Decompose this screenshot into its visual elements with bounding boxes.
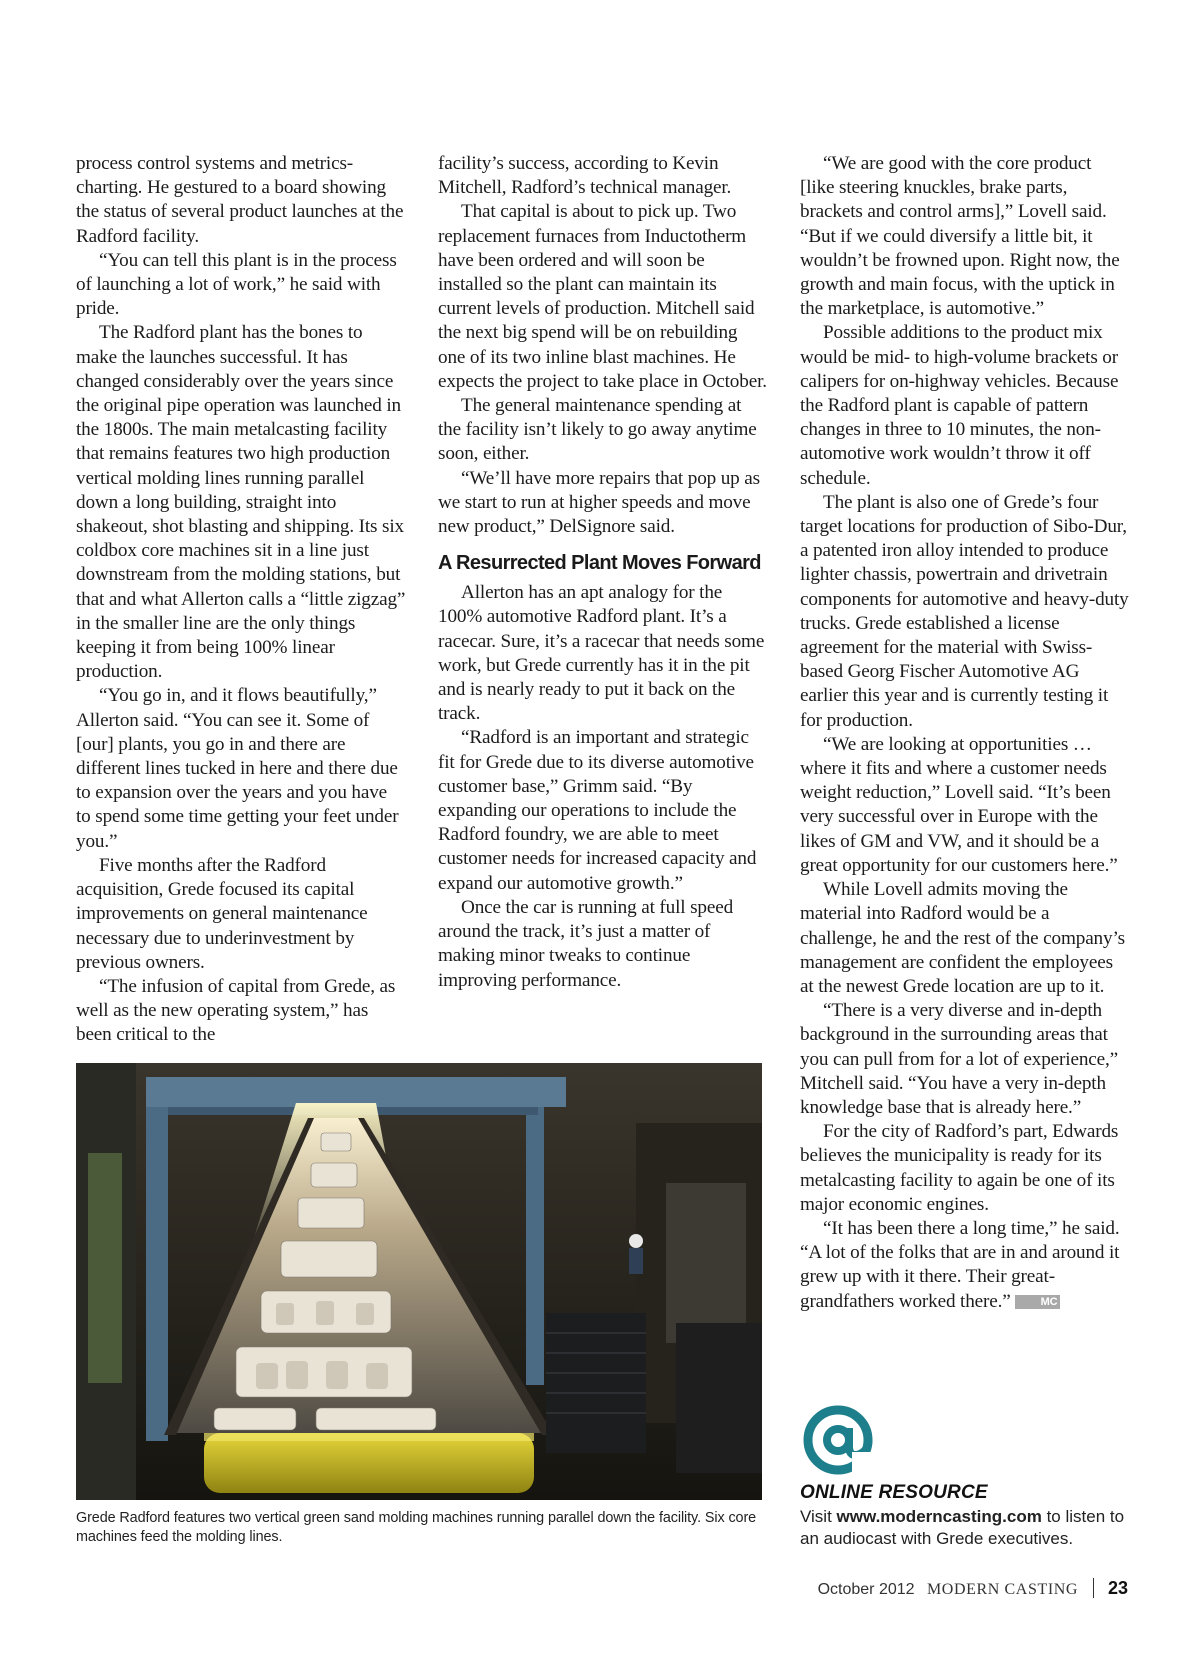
- paragraph-final-text: “It has been there a long time,” he said. “A lot of the folks that are in and around it grew up with it there. Their great-grandfathers worked there.”: [800, 1217, 1120, 1312]
- article-column-3: [800, 152, 1130, 1314]
- paragraph: “We are looking at opportunities … where it fits and where a customer needs weight reduction,” Lovell said. “It’s been very successful over in Europe with the likes of GM and VW, and it should be a great opportunity for our customers here.”: [800, 733, 1118, 876]
- online-resource-link[interactable]: www.moderncasting.com: [836, 1507, 1042, 1526]
- paragraph: Five months after the Radford acquisition, Grede focused its capital improvements on general maintenance necessary due to underinvestment by previous owners.: [76, 854, 368, 973]
- section-subhead: A Resurrected Plant Moves Forward: [438, 552, 761, 575]
- online-resource-text: [800, 1506, 1140, 1550]
- paragraph: While Lovell admits moving the material into Radford would be a challenge, he and the rest of the company’s management are confident the employees at the newest Grede location are up to it.: [800, 879, 1125, 997]
- conveyor-illustration: [76, 1063, 762, 1500]
- paragraph: “The infusion of capital from Grede, as well as the new operating system,” has been critical to the: [76, 975, 396, 1046]
- footer-publication: MODERN CASTING: [926, 1581, 1079, 1598]
- paragraph: That capital is about to pick up. Two replacement furnaces from Inductotherm have been ordered and will soon be installed so the plant can maintain its current levels of production. Mitchell said the next big spend will be on rebuilding one of its two inline blast machines. He expects the project to take place in October.: [438, 201, 767, 392]
- foundry-conveyor-photo: [76, 1063, 762, 1500]
- online-resource-box: [800, 1402, 1140, 1550]
- paragraph: Once the car is running at full speed around the track, it’s just a matter of making minor tweaks to continue improving performance.: [438, 896, 734, 991]
- article-column-1: [76, 152, 406, 1048]
- paragraph: “You go in, and it flows beautifully,” Allerton said. “You can see it. Some of [our] plants, you go in and there are different lines tucked in here and there due to expansion over the years and you have to spend some time getting your feet under you.”: [76, 685, 399, 852]
- article-column-2: [438, 152, 768, 993]
- at-sign-icon: [800, 1402, 876, 1478]
- page-footer: [818, 1578, 1128, 1599]
- photo-caption: Grede Radford features two vertical green sand molding machines running parallel down the facility. Six core machines feed the molding lines.: [76, 1510, 757, 1545]
- paragraph: “You can tell this plant is in the process of launching a lot of work,” he said with pride.: [76, 249, 397, 320]
- paragraph: The plant is also one of Grede’s four target locations for production of Sibo-Dur, a patented iron alloy intended to produce lighter chassis, powertrain and drivetrain components for automotive and heavy-duty trucks. Grede established a license agreement for the material with Swiss-based Georg Fischer Automotive AG earlier this year and is currently testing it for production.: [800, 491, 1129, 731]
- paragraph: facility’s success, according to Kevin Mitchell, Radford’s technical manager.: [438, 153, 732, 199]
- paragraph: Possible additions to the product mix would be mid- to high-volume brackets or calipers for on-highway vehicles. Because the Radford plant is capable of pattern changes in three to 10 minutes, the non-automotive work wouldn’t throw it off schedule.: [800, 322, 1119, 489]
- end-mark: MC: [1015, 1295, 1061, 1309]
- paragraph: process control systems and metrics-charting. He gestured to a board showing the status of several product launches at the Radford facility.: [76, 153, 404, 247]
- paragraph: Allerton has an apt analogy for the 100% automotive Radford plant. It’s a racecar. Sure, it’s a racecar that needs some work, but Grede currently has it in the pit and is nearly ready to put it back on the track.: [438, 582, 765, 725]
- footer-date: October 2012: [817, 1581, 915, 1598]
- paragraph: “Radford is an important and strategic fit for Grede due to its diverse automotive customer base,” Grimm said. “By expanding our operations to include the Radford foundry, we are able to meet customer needs for increased capacity and expand our automotive growth.”: [438, 727, 757, 894]
- paragraph: “We are good with the core product [like steering knuckles, brake parts, brackets and control arms],” Lovell said. “But if we could diversify a little bit, it wouldn’t be frowned upon. Right now, the growth and main focus, with the uptick in the marketplace, is automotive.”: [800, 153, 1120, 320]
- paragraph: The general maintenance spending at the facility isn’t likely to go away anytime soon, either.: [438, 395, 757, 465]
- page-number: 23: [1107, 1578, 1128, 1598]
- online-resource-title: ONLINE RESOURCE: [800, 1482, 988, 1503]
- paragraph: “We’ll have more repairs that pop up as we start to run at higher speeds and move new product,” DelSignore said.: [438, 467, 760, 538]
- online-text-after: to listen to an audiocast with Grede executives.: [800, 1507, 1125, 1548]
- online-text-before: Visit: [800, 1507, 837, 1526]
- footer-divider: [1093, 1578, 1094, 1598]
- paragraph: The Radford plant has the bones to make the launches successful. It has changed considerably over the years since the original pipe operation was launched in the 1800s. The main metalcasting facility that remains features two high production vertical molding lines running parallel down a long building, straight into shakeout, shot blasting and shipping. Its six coldbox core machines sit in a line just downstream from the molding stations, but that and what Allerton calls a “little zigzag” in the smaller line are the only things keeping it from being 100% linear production.: [76, 322, 406, 683]
- paragraph-final: [800, 1217, 1130, 1314]
- paragraph: For the city of Radford’s part, Edwards believes the municipality is ready for its metalcasting facility to again be one of its major economic engines.: [800, 1121, 1119, 1215]
- paragraph: “There is a very diverse and in-depth background in the surrounding areas that you can pull from for a lot of experience,” Mitchell said. “You have a very in-depth knowledge base that is already here.”: [800, 1000, 1119, 1118]
